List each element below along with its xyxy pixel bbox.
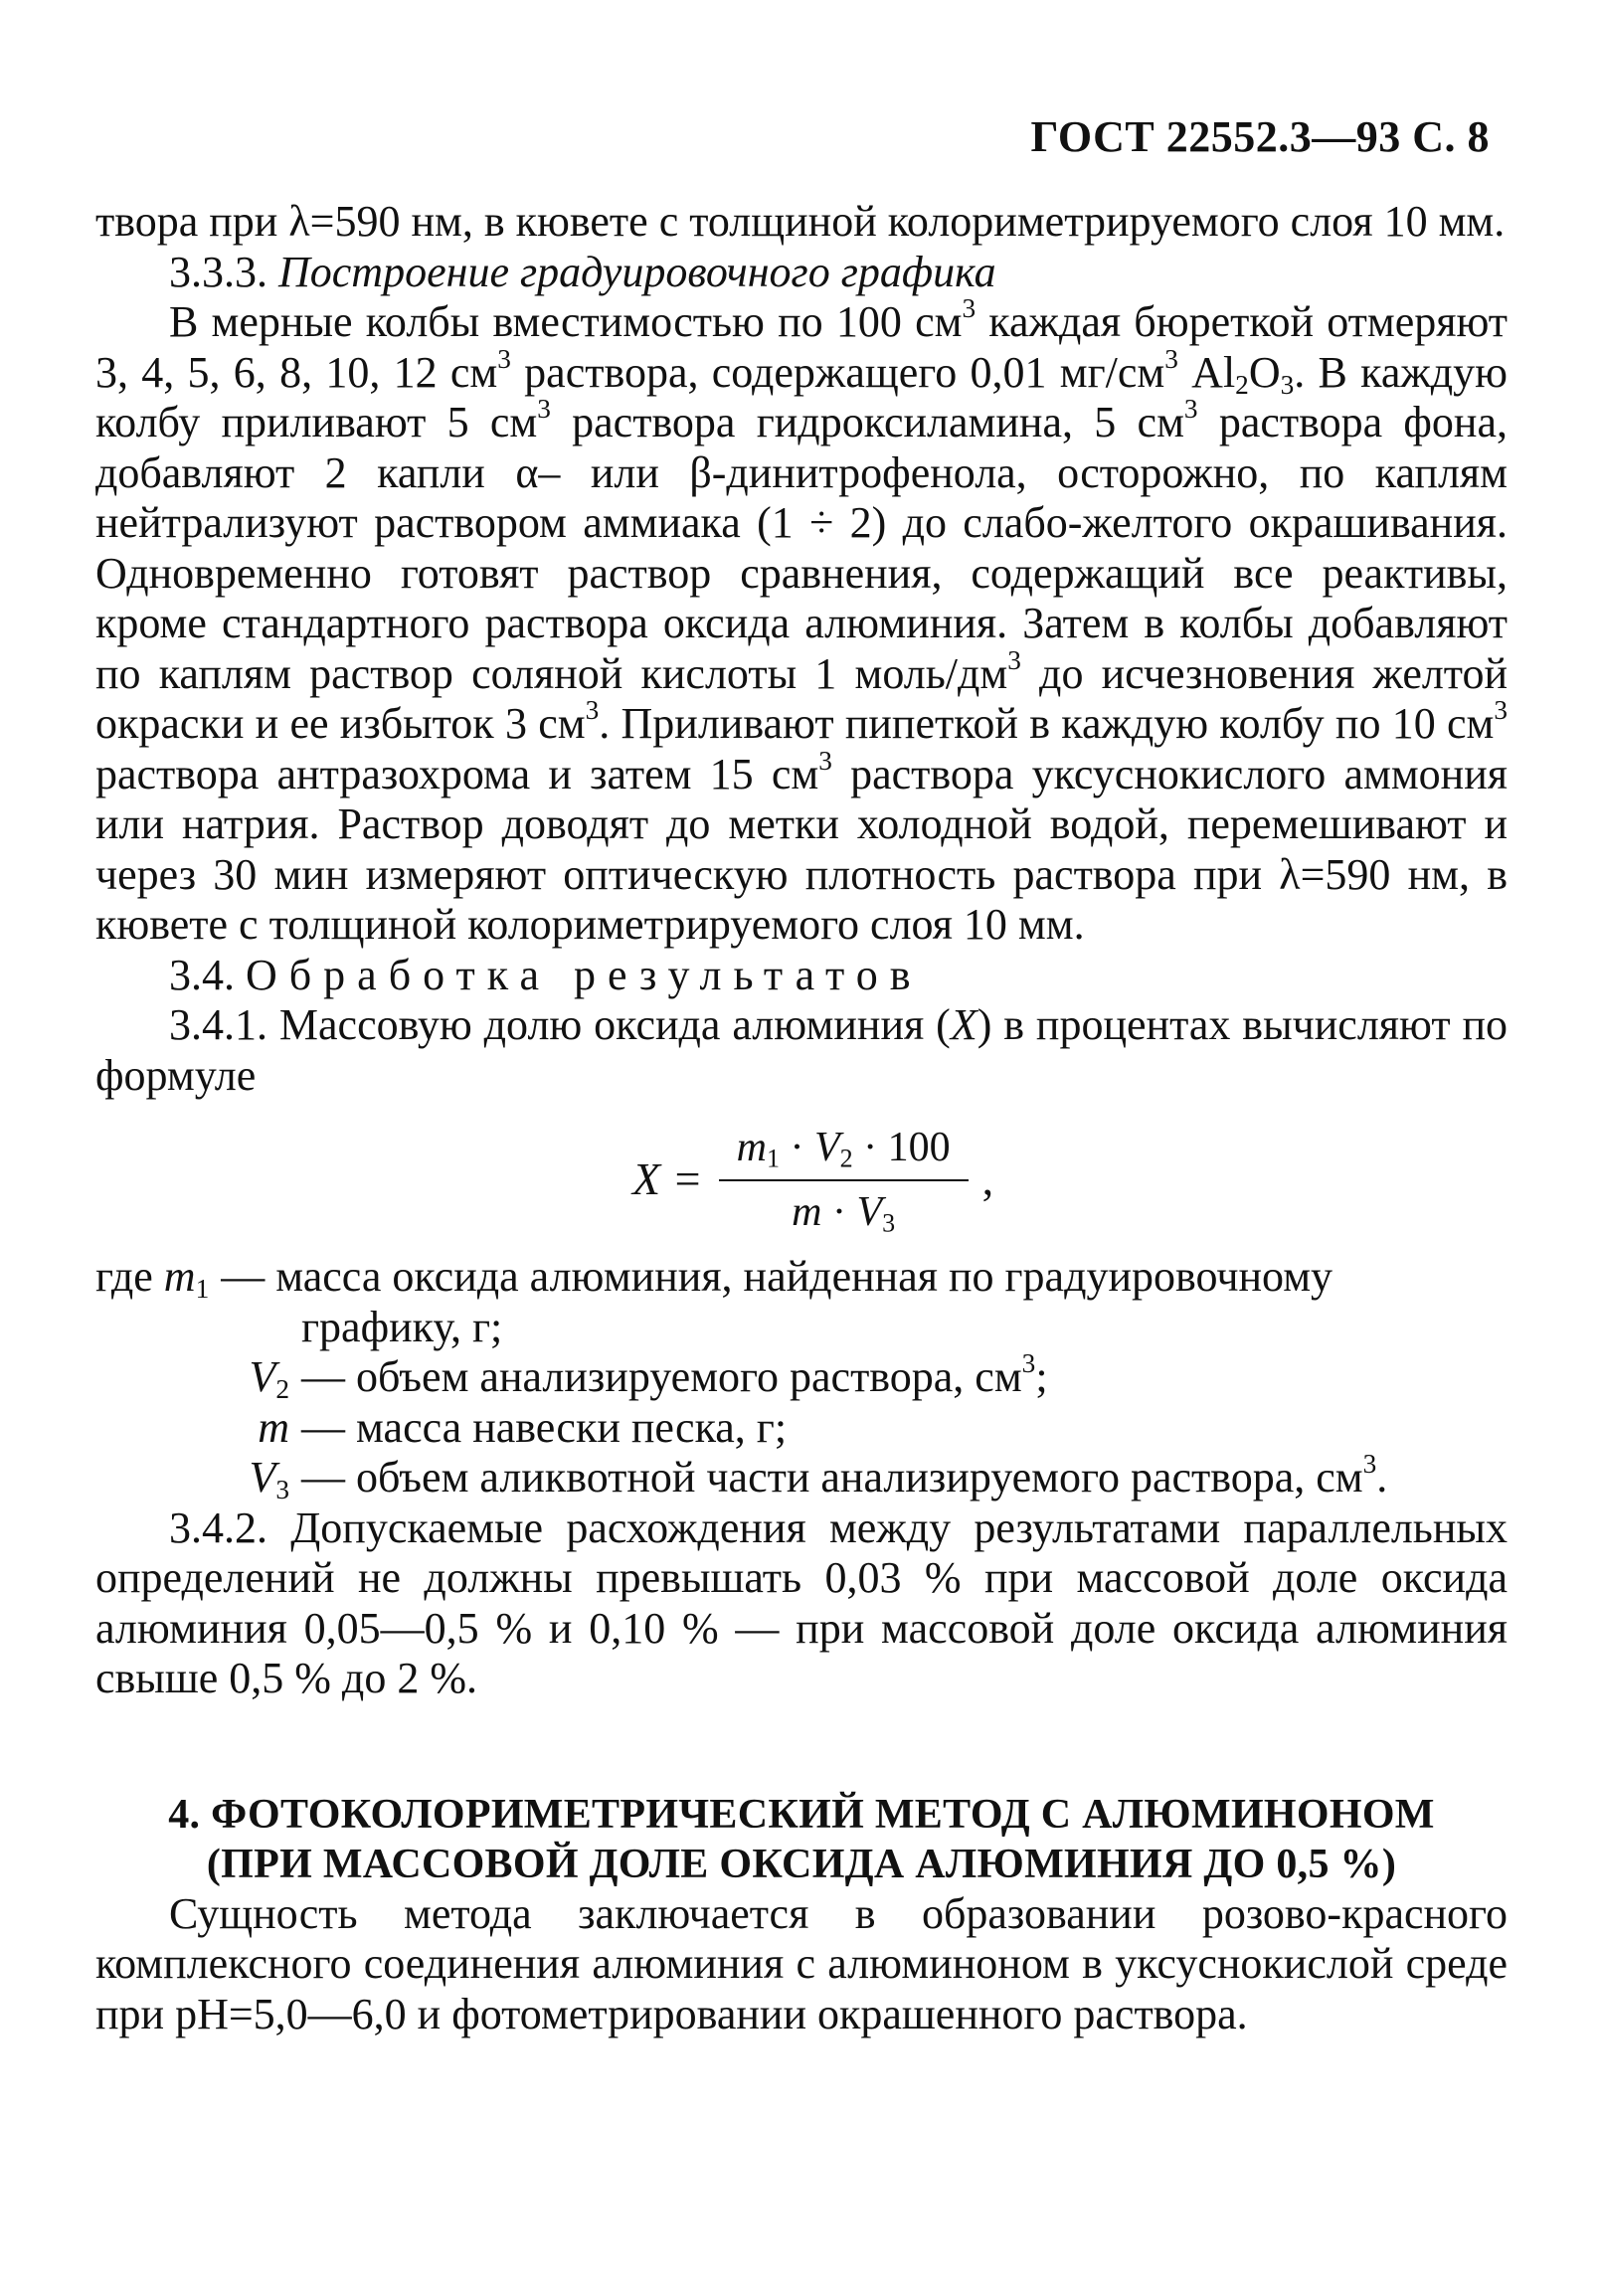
mass-fraction-formula: X = $\frac{m_1 \cdot V_2 \cdot 100}{m \cdot V_3}$ , — [632, 1125, 994, 1237]
method-essence-paragraph: Сущность метода заключается в образовании розово-красного комплексного соединения алюминия с алюминоном в уксуснокислой среде при pH=5,0—6,0 и фотометрировании окрашенного раствора. — [95, 1888, 1508, 2038]
definition-m1: где $m_1$ — масса оксида алюминия, найденная по градуировочному — [95, 1252, 1333, 1304]
formula-lhs: X = — [632, 1153, 703, 1205]
formula-numerator: $m_1 \cdot V_2 \cdot 100$ — [719, 1123, 969, 1181]
formula-fraction — [719, 1123, 969, 1237]
definition-m: m — масса навески песка, г; — [258, 1402, 788, 1452]
paragraph-3-4-1: 3.4.1. Массовую долю оксида алюминия (X) в процентах вычисляют по формуле — [95, 1000, 1508, 1100]
results-processing-title: Обработка результатов — [246, 950, 923, 999]
document-body — [95, 197, 1508, 2039]
subsection-title: Построение градуировочного графика — [278, 247, 996, 296]
calibration-procedure-paragraph: В мерные колбы вместимостью по 100 $см^3$ каждая бюреткой отмеряют 3, 4, 5, 6, 8, 10, 12 $см^3$ раствора, содержащего 0,01 $мг/см^3$ $Al_2O_3$. В каждую колбу приливают 5 $см^3$ раствора гидроксиламина, 5 $см^3$ раствора фона, добавляют 2 капли α– или β-динитрофенола, осторожно, по каплям нейтрализуют раствором аммиака (1 ÷ 2) до слабо-желтого окрашивания. Одновременно готовят раствор сравнения, содержащий все реактивы, кроме стандартного раствора оксида алюминия. Затем в колбы добавляют по каплям раствор соляной кислоты 1 моль/$дм^3$ до исчезновения желтой окраски и ее избыток 3 $см^3$. Приливают пипеткой в каждую колбу по 10 $см^3$ раствора антразохрома и затем 15 $см^3$ раствора уксуснокислого аммония или натрия. Раствор доводят до метки холодной водой, перемешивают и через 30 мин измеряют оптическую плотность раствора при λ=590 нм, в кювете с толщиной колориметрируемого слоя 10 мм. — [95, 292, 1509, 949]
subsection-3-4-heading: 3.4. Обработка результатов — [169, 950, 923, 999]
definition-v3: $V_3$ — объем аликвотной части анализируемого раствора, $см^3$. — [249, 1448, 1388, 1504]
section-4-heading: 4. ФОТОКОЛОРИМЕТРИЧЕСКИЙ МЕТОД С АЛЮМИНОНОМ (ПРИ МАССОВОЙ ДОЛЕ ОКСИДА АЛЮМИНИЯ ДО 0,5 %) — [168, 1791, 1435, 1887]
subsection-3-3-3-heading — [95, 248, 1508, 298]
formula-denominator: $m \cdot V_3$ — [792, 1188, 896, 1237]
subsection-number: 3.3.3. — [169, 247, 267, 296]
paragraph-3-4-2: 3.4.2. Допускаемые расхождения между результатами параллельных определений не должны превышать 0,03 % при массовой доле оксида алюминия 0,05—0,5 % и 0,10 % — при массовой доле оксида алюминия свыше 0,5 % до 2 %. — [95, 1502, 1508, 1702]
variable-definitions: где $m_1$ — масса оксида алюминия, найденная по градуировочному графику, г; $V_2$ — объем анализируемого раствора, $см^3$; m — масса навески песка, г; $V_3$ — объем аликвотной части анализируемого раствора, $см^3$. — [95, 1252, 1508, 1503]
definition-v2: $V_2$ — объем анализируемого раствора, $см^3$; — [249, 1347, 1048, 1404]
page-header: ГОСТ 22552.3—93 С. 8 — [1030, 112, 1490, 161]
paragraph-continuation: твора при λ=590 нм, в кювете с толщиной колориметрируемого слоя 10 мм. — [95, 197, 1506, 246]
